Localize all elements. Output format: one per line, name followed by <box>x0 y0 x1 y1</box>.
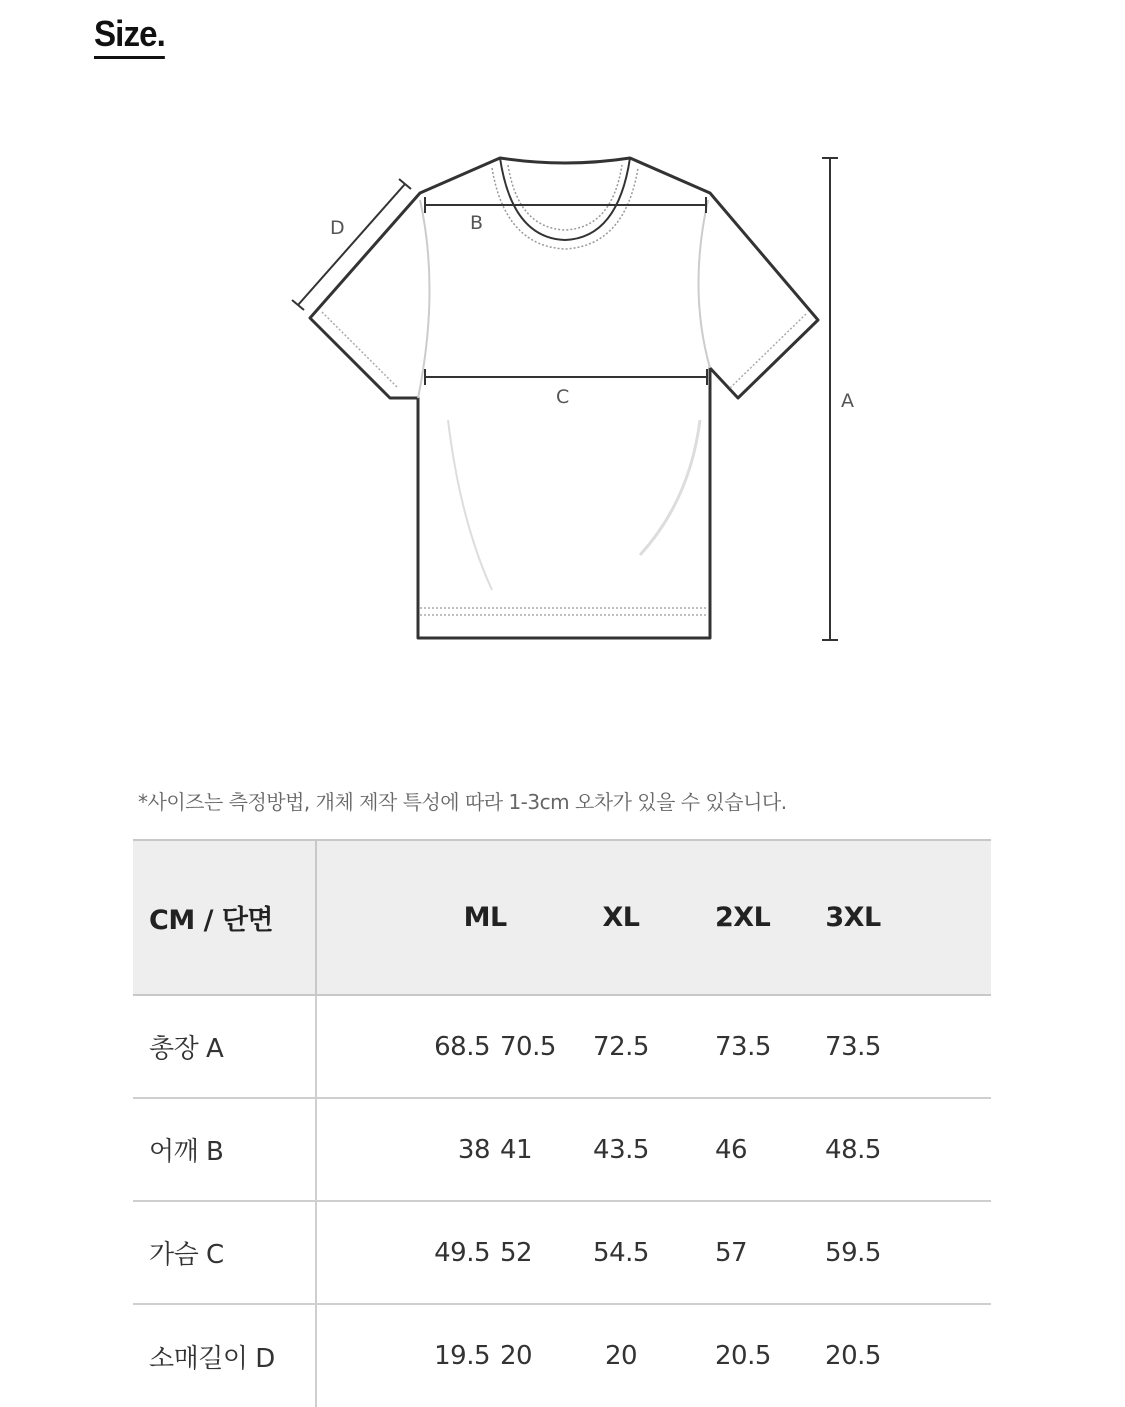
row-label-chest: 가슴 C <box>133 1201 316 1304</box>
label-d: D <box>330 217 345 239</box>
label-c: C <box>556 386 570 408</box>
tshirt-measurement-diagram <box>0 0 1125 700</box>
cell-length-2xl: 73.5 <box>715 995 767 1098</box>
cell-sleeve-m: 19.5 <box>434 1341 490 1371</box>
cell-length-xl: 72.5 <box>527 995 715 1098</box>
left-seam-shade <box>418 200 430 398</box>
body-fold-right <box>640 420 700 555</box>
cell-sleeve-xl: 20 <box>604 1341 638 1371</box>
table-row <box>133 995 991 1098</box>
table-header-row <box>133 840 991 995</box>
label-b: B <box>470 212 484 234</box>
table-row <box>133 1098 991 1201</box>
cell-shoulder-3xl: 48.5 <box>767 1098 939 1201</box>
header-size-m: M <box>316 840 490 995</box>
cell-shoulder-2xl: 46 <box>715 1098 767 1201</box>
measure-line-d <box>298 184 405 305</box>
size-table <box>133 839 991 1407</box>
header-size-l: L <box>490 840 527 995</box>
cell-shoulder-xl: 43.5 <box>527 1098 715 1201</box>
cell-chest-m: 49.5 <box>316 1201 490 1304</box>
left-sleeve-hem-stitch <box>322 312 398 388</box>
header-empty <box>939 840 991 995</box>
measurement-note: *사이즈는 측정방법, 개체 제작 특성에 따라 1-3cm 오차가 있을 수 있습니다. <box>138 790 787 814</box>
cell-chest-xl: 54.5 <box>527 1201 715 1304</box>
header-size-xl: XL <box>527 840 715 995</box>
table-row <box>133 1201 991 1304</box>
collar-stitch-2 <box>492 168 638 249</box>
cell-length-l: 70.5 <box>490 995 527 1098</box>
right-sleeve-hem-stitch <box>730 314 806 388</box>
page-title: Size. <box>94 12 165 59</box>
header-size-3xl: 3XL <box>767 840 939 995</box>
table-row <box>133 1304 991 1407</box>
collar-stitch <box>508 165 622 230</box>
body-fold-left <box>448 420 492 590</box>
cell-chest-3xl: 59.5 <box>767 1201 939 1304</box>
cell-sleeve-l: 20 <box>500 1341 533 1371</box>
label-a: A <box>841 390 854 412</box>
collar-inner-line <box>500 158 630 240</box>
header-size-2xl: 2XL <box>715 840 767 995</box>
header-corner: CM / 단면 <box>133 840 316 995</box>
cell-shoulder-l: 41 <box>490 1098 527 1201</box>
cell-length-m: 68.5 <box>316 995 490 1098</box>
cell-sleeve-3xl: 20.5 <box>825 1341 881 1371</box>
cell-chest-l: 52 <box>490 1201 527 1304</box>
right-seam-shade <box>698 200 710 368</box>
row-label-shoulder: 어깨 B <box>133 1098 316 1201</box>
cell-chest-2xl: 57 <box>715 1201 767 1304</box>
cell-length-3xl: 73.5 <box>767 995 939 1098</box>
cell-sleeve-2xl: 20.5 <box>715 1341 771 1371</box>
row-label-sleeve: 소매길이 D <box>133 1304 316 1407</box>
cell-shoulder-m: 38 <box>316 1098 490 1201</box>
row-label-length: 총장 A <box>133 995 316 1098</box>
